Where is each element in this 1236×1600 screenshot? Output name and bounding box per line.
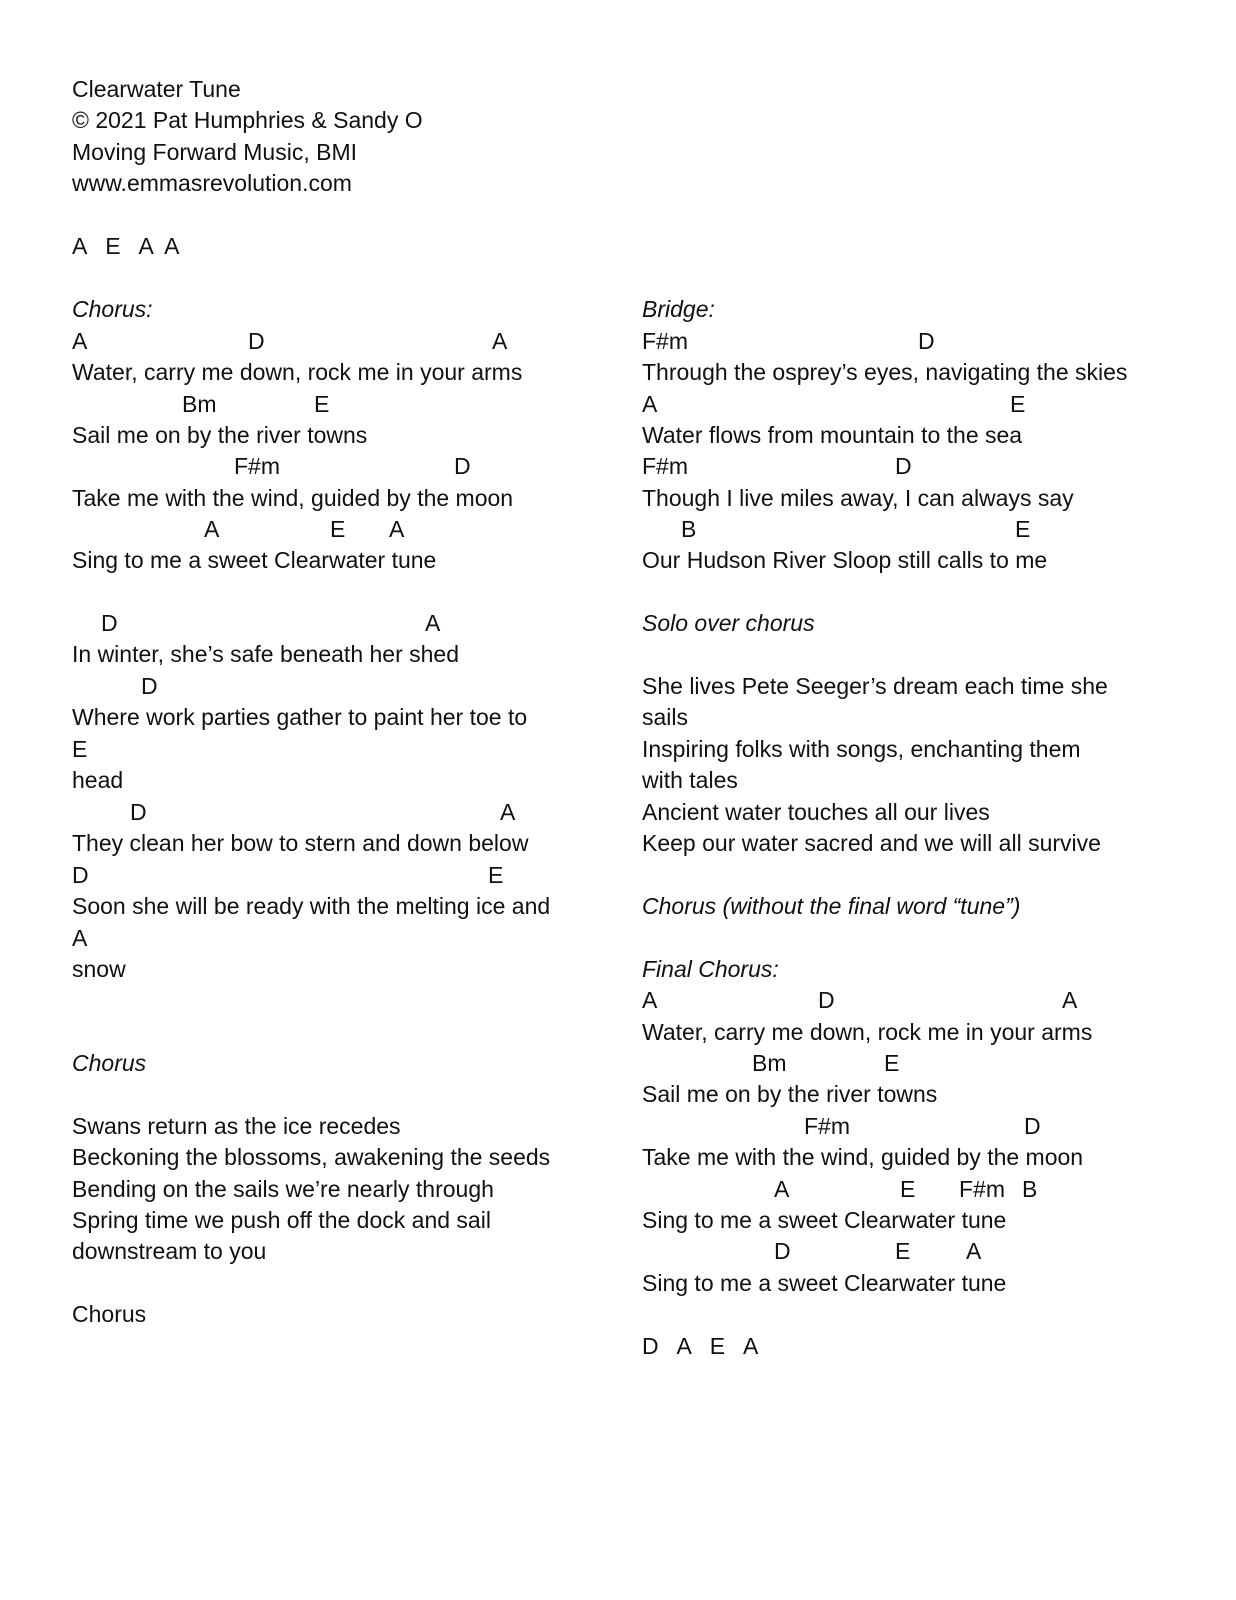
lyric-line: downstream to you <box>72 1238 267 1264</box>
chord: D <box>130 799 147 825</box>
bridge-label: Bridge: <box>642 296 715 322</box>
lyric-line: Our Hudson River Sloop still calls to me <box>642 547 1048 573</box>
chord: D <box>248 328 265 354</box>
lyric-line: with tales <box>642 767 738 793</box>
chord: E <box>314 391 330 417</box>
lyric-line: Ancient water touches all our lives <box>642 799 990 825</box>
chord-row <box>642 984 1202 1016</box>
chord: D <box>774 1238 791 1264</box>
chord: A <box>72 328 88 354</box>
chord: D <box>818 987 835 1013</box>
chord-row <box>72 796 632 828</box>
chord-row <box>642 1173 1202 1205</box>
chord: A <box>492 328 508 354</box>
outro-chords: D A E A <box>642 1333 759 1359</box>
chord: A <box>966 1238 982 1264</box>
chord: A <box>642 391 658 417</box>
lyric-line: Sing to me a sweet Clearwater tune <box>642 1207 1007 1233</box>
lyric-line: Bending on the sails we’re nearly through <box>72 1176 494 1202</box>
final-chorus-label: Final Chorus: <box>642 956 779 982</box>
chord-row <box>642 513 1202 545</box>
intro-chords: A E A A <box>72 233 180 259</box>
lyric-line: Spring time we push off the dock and sail <box>72 1207 491 1233</box>
website-line: www.emmasrevolution.com <box>72 170 352 196</box>
chorus-reference: Chorus <box>72 1301 147 1327</box>
chord: A <box>642 987 658 1013</box>
chord: E <box>895 1238 911 1264</box>
chord: F#m <box>804 1113 850 1139</box>
chord: Bm <box>752 1050 787 1076</box>
copyright-line: © 2021 Pat Humphries & Sandy O <box>72 107 423 133</box>
chord-row <box>72 733 632 765</box>
lyric-line: Swans return as the ice recedes <box>72 1113 401 1139</box>
lyric-line: Through the osprey’s eyes, navigating the skies <box>642 359 1128 385</box>
lyric-line: Water flows from mountain to the sea <box>642 422 1023 448</box>
chord: D <box>72 862 89 888</box>
chord-row <box>72 922 632 954</box>
lyric-line: She lives Pete Seeger’s dream each time she <box>642 673 1108 699</box>
song-title: Clearwater Tune <box>72 76 241 102</box>
chord-row <box>72 670 632 702</box>
chord: F#m <box>642 328 688 354</box>
chord: E <box>72 736 88 762</box>
chord: F#m <box>234 453 280 479</box>
lyric-line: Though I live miles away, I can always say <box>642 485 1074 511</box>
chord: D <box>101 610 118 636</box>
chord: F#m <box>959 1176 1005 1202</box>
lyric-line: Water, carry me down, rock me in your arms <box>642 1019 1093 1045</box>
chord: E <box>900 1176 916 1202</box>
lyric-line: In winter, she’s safe beneath her shed <box>72 641 460 667</box>
lyric-line: Sing to me a sweet Clearwater tune <box>642 1270 1007 1296</box>
chord-row <box>72 450 632 482</box>
chord: A <box>425 610 441 636</box>
chord-row <box>642 1235 1202 1267</box>
chord-row <box>642 1047 1202 1079</box>
chord-row <box>72 325 632 357</box>
lyric-line: Sail me on by the river towns <box>72 422 368 448</box>
lyric-line: Water, carry me down, rock me in your arms <box>72 359 523 385</box>
chord: F#m <box>642 453 688 479</box>
chord: B <box>1022 1176 1038 1202</box>
chord: Bm <box>182 391 217 417</box>
chord-row <box>72 388 632 420</box>
chord-row <box>642 388 1202 420</box>
chord: E <box>1015 516 1031 542</box>
lyric-line: Keep our water sacred and we will all survive <box>642 830 1101 856</box>
publisher-line: Moving Forward Music, BMI <box>72 139 358 165</box>
chord: D <box>918 328 935 354</box>
chord: A <box>774 1176 790 1202</box>
chord: E <box>330 516 346 542</box>
chord: A <box>500 799 516 825</box>
lyric-line: Sing to me a sweet Clearwater tune <box>72 547 437 573</box>
chord: D <box>895 453 912 479</box>
chord-row <box>642 325 1202 357</box>
chord: D <box>454 453 471 479</box>
chord-row <box>72 859 632 891</box>
lyric-line: Sail me on by the river towns <box>642 1081 938 1107</box>
lyric-line: Beckoning the blossoms, awakening the seeds <box>72 1144 551 1170</box>
chord: A <box>389 516 405 542</box>
chord: E <box>1010 391 1026 417</box>
chorus-instruction: Chorus (without the final word “tune”) <box>642 893 1021 919</box>
chord-row <box>72 513 632 545</box>
chord: E <box>884 1050 900 1076</box>
chord-row <box>642 450 1202 482</box>
solo-instruction: Solo over chorus <box>642 610 815 636</box>
lyric-line: Take me with the wind, guided by the moon <box>642 1144 1084 1170</box>
chorus-label: Chorus: <box>72 296 153 322</box>
lyric-line: They clean her bow to stern and down below <box>72 830 529 856</box>
chord: E <box>488 862 504 888</box>
lyric-line: Inspiring folks with songs, enchanting them <box>642 736 1081 762</box>
chord-row <box>72 607 632 639</box>
chord: A <box>1062 987 1078 1013</box>
chord: A <box>204 516 220 542</box>
chord-row <box>642 1110 1202 1142</box>
chord: D <box>1024 1113 1041 1139</box>
lyric-line: Soon she will be ready with the melting ice and <box>72 893 551 919</box>
lyric-line: head <box>72 767 124 793</box>
lyric-line: Where work parties gather to paint her toe to <box>72 704 528 730</box>
chord: D <box>141 673 158 699</box>
chord: B <box>681 516 697 542</box>
chorus-reference: Chorus <box>72 1050 147 1076</box>
lyric-line: snow <box>72 956 126 982</box>
chord: A <box>72 925 88 951</box>
lyric-line: sails <box>642 704 689 730</box>
lyric-line: Take me with the wind, guided by the moon <box>72 485 514 511</box>
